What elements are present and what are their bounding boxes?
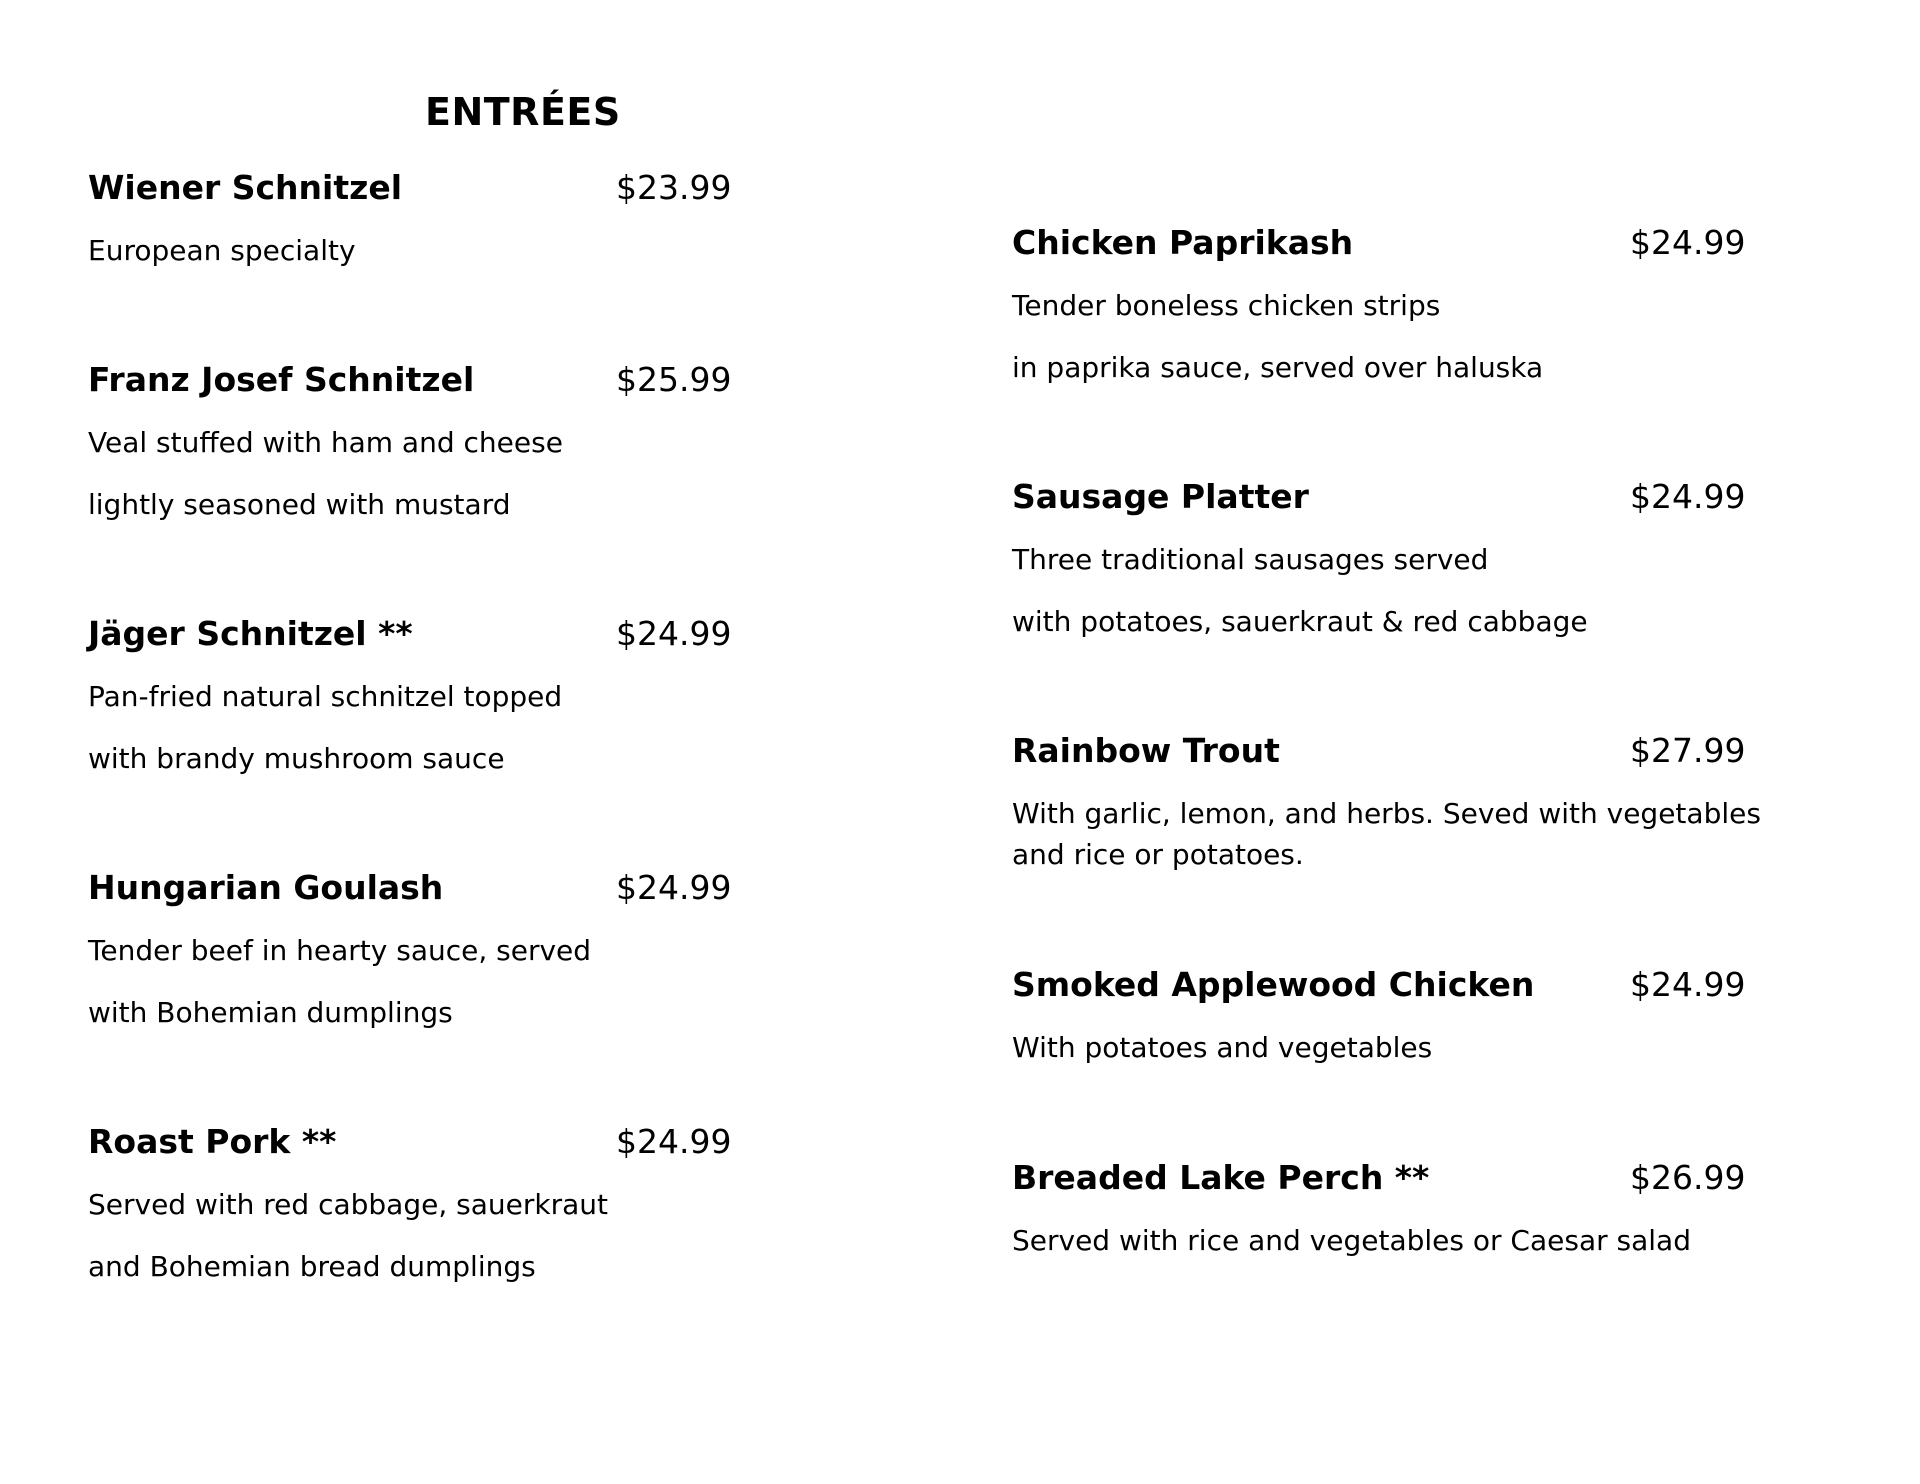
menu-item-name: Chicken Paprikash [1012, 223, 1354, 262]
menu-item-description: and Bohemian bread dumplings [88, 1250, 536, 1283]
menu-item-name: Roast Pork ** [88, 1122, 337, 1161]
menu-item-name: Jäger Schnitzel ** [88, 614, 413, 653]
menu-item-name: Rainbow Trout [1012, 731, 1280, 770]
menu-item-price: $26.99 [1630, 1158, 1746, 1197]
menu-item-description: Veal stuffed with ham and cheese [88, 426, 563, 459]
menu-item-name: Wiener Schnitzel [88, 168, 403, 207]
menu-item-description: with potatoes, sauerkraut & red cabbage [1012, 605, 1588, 638]
section-title: ENTRÉES [425, 90, 621, 134]
menu-item-description: Served with red cabbage, sauerkraut [88, 1188, 608, 1221]
menu-item-description: with Bohemian dumplings [88, 996, 453, 1029]
menu-item-description: lightly seasoned with mustard [88, 488, 511, 521]
menu-item-price: $24.99 [616, 614, 732, 653]
menu-item-price: $24.99 [1630, 477, 1746, 516]
menu-item-description: European specialty [88, 234, 356, 267]
menu-item-description: Tender beef in hearty sauce, served [88, 934, 592, 967]
menu-item-description: Tender boneless chicken strips [1012, 289, 1441, 322]
menu-item-price: $23.99 [616, 168, 732, 207]
menu-item-description: Served with rice and vegetables or Caesar salad [1012, 1224, 1691, 1257]
menu-item-price: $27.99 [1630, 731, 1746, 770]
menu-item-description: in paprika sauce, served over haluska [1012, 351, 1544, 384]
menu-item-description: Three traditional sausages served [1012, 543, 1489, 576]
menu-item-description: with brandy mushroom sauce [88, 742, 505, 775]
menu-item-name: Breaded Lake Perch ** [1012, 1158, 1430, 1197]
menu-item-price: $24.99 [1630, 965, 1746, 1004]
menu-item-description: Pan-fried natural schnitzel topped [88, 680, 563, 713]
menu-item-name: Sausage Platter [1012, 477, 1309, 516]
menu-item-price: $24.99 [1630, 223, 1746, 262]
menu-item-price: $24.99 [616, 868, 732, 907]
menu-item-price: $24.99 [616, 1122, 732, 1161]
menu-item-name: Smoked Applewood Chicken [1012, 965, 1535, 1004]
menu-item-description: With garlic, lemon, and herbs. Seved with vegetables [1012, 797, 1761, 830]
menu-item-description: and rice or potatoes. [1012, 838, 1304, 871]
menu-item-name: Hungarian Goulash [88, 868, 444, 907]
menu-item-name: Franz Josef Schnitzel [88, 360, 475, 399]
menu-item-description: With potatoes and vegetables [1012, 1031, 1433, 1064]
menu-item-price: $25.99 [616, 360, 732, 399]
